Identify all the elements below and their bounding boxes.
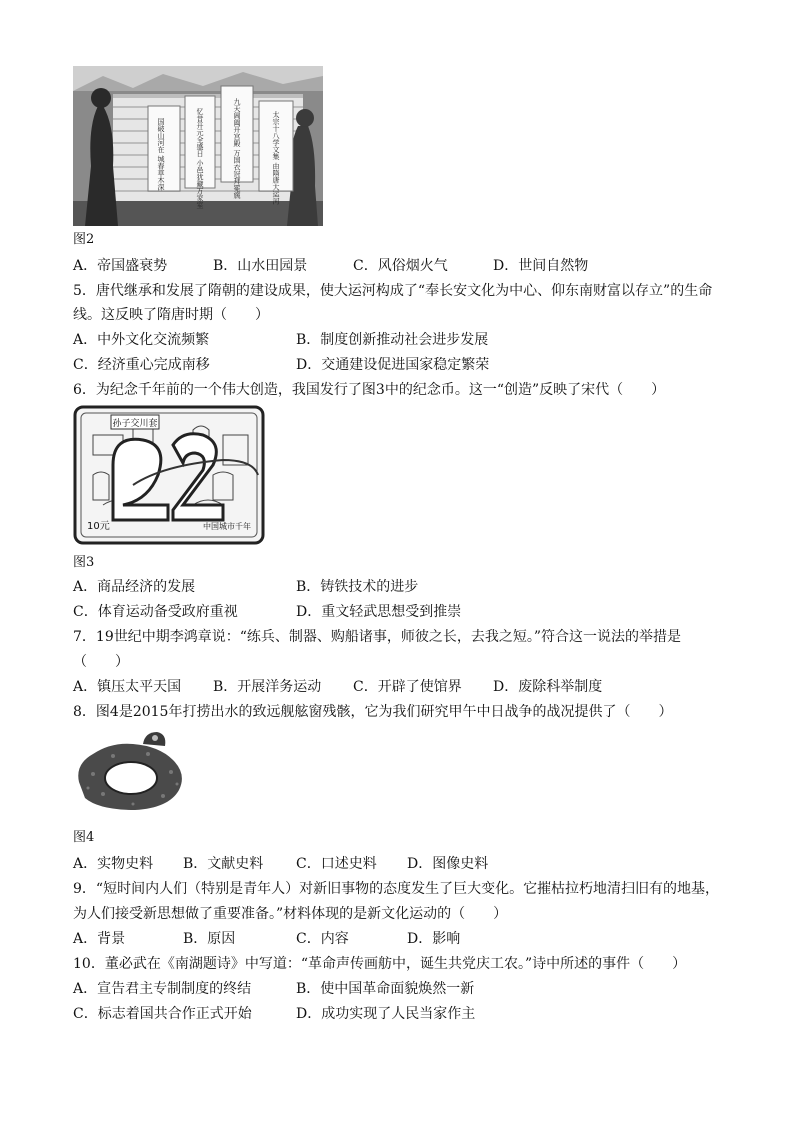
q6-option-c: C．体育运动备受政府重视 xyxy=(73,604,238,620)
q6-option-d: D．重文轻武思想受到推崇 xyxy=(296,604,462,620)
scroll2-text: 忆昔开元全盛日 小邑犹藏万家室 xyxy=(196,108,204,209)
figure2-photo xyxy=(73,66,323,226)
q8-option-c: C．口述史料 xyxy=(296,856,377,872)
q7-option-d: D．废除科举制度 xyxy=(493,679,603,695)
q7-stem-line2: （ ） xyxy=(73,654,129,670)
q9-option-b: B．原因 xyxy=(183,931,236,947)
q8-option-d: D．图像史料 xyxy=(407,856,489,872)
scroll4-text: 太宗十八学文集 由隋唐大运河 xyxy=(272,111,280,205)
q4-option-c: C．风俗烟火气 xyxy=(353,258,448,274)
q10-stem: 10．董必武在《南湖题诗》中写道：“革命声传画舫中，诞生共党庆工农。”诗中所述的事件（ ） xyxy=(73,956,687,972)
q6-stem: 6．为纪念千年前的一个伟大创造，我国发行了图3中的纪念币。这一“创造”反映了宋代（ ） xyxy=(73,382,666,398)
q9-option-a: A．背景 xyxy=(73,931,126,947)
q10-option-d: D．成功实现了人民当家作主 xyxy=(296,1006,476,1022)
q8-stem: 8．图4是2015年打捞出水的致远舰舷窗残骸，它为我们研究甲午中日战争的战况提供了（ ） xyxy=(73,704,673,720)
figure3-image xyxy=(73,405,265,545)
q5-stem-line1: 5．唐代继承和发展了隋朝的建设成果，使大运河构成了“奉长安文化为中心、仰东南财富以存立”的生命 xyxy=(73,283,713,299)
q7-option-b: B．开展洋务运动 xyxy=(213,679,322,695)
q5-option-d: D．交通建设促进国家稳定繁荣 xyxy=(296,357,490,373)
q9-option-d: D．影响 xyxy=(407,931,461,947)
scroll3-text: 九天阊阖开宫殿 万国衣冠拜冕旒 xyxy=(233,98,241,199)
figure2-caption: 图2 xyxy=(73,232,95,247)
coin-title-text: 中国城市千年 xyxy=(203,522,251,531)
q5-option-c: C．经济重心完成南移 xyxy=(73,357,210,373)
q5-option-a: A．中外文化交流频繁 xyxy=(73,332,210,348)
q10-option-c: C．标志着国共合作正式开始 xyxy=(73,1006,252,1022)
figure3-coin xyxy=(73,405,265,545)
q9-stem-line2: 为人们接受新思想做了重要准备。”材料体现的是新文化运动的（ ） xyxy=(73,906,508,922)
q6-option-a: A．商品经济的发展 xyxy=(73,579,196,595)
q10-option-a: A．宣告君主专制制度的终结 xyxy=(73,981,252,997)
figure2-image xyxy=(73,66,323,226)
q5-option-b: B．制度创新推动社会进步发展 xyxy=(296,332,489,348)
figure4-porthole xyxy=(73,724,191,816)
q7-option-a: A．镇压太平天国 xyxy=(73,679,182,695)
figure3-caption: 图3 xyxy=(73,555,95,570)
figure4-image xyxy=(73,724,191,816)
figure4-caption: 图4 xyxy=(73,830,95,845)
q8-option-a: A．实物史料 xyxy=(73,856,154,872)
q5-stem-line2: 线。这反映了隋唐时期（ ） xyxy=(73,307,269,323)
q4-option-b: B．山水田园景 xyxy=(213,258,308,274)
q8-option-b: B．文献史料 xyxy=(183,856,264,872)
q7-option-c: C．开辟了使馆界 xyxy=(353,679,462,695)
scroll1-text: 国破山河在 城春草木深 xyxy=(157,118,165,191)
q4-option-a: A．帝国盛衰势 xyxy=(73,258,168,274)
q6-option-b: B．铸铁技术的进步 xyxy=(296,579,419,595)
coin-value-text: 10元 xyxy=(87,521,110,532)
q10-option-b: B．使中国革命面貌焕然一新 xyxy=(296,981,475,997)
q7-stem-line1: 7．19世纪中期李鸿章说：“练兵、制器、购船诸事，师彼之长，去我之短。”符合这一说法的举措是 xyxy=(73,629,682,645)
q9-option-c: C．内容 xyxy=(296,931,349,947)
q9-stem-line1: 9．“短时间内人们（特别是青年人）对新旧事物的态度发生了巨大变化。它摧枯拉朽地清扫旧有的地基， xyxy=(73,881,720,897)
coin-label-text: 孙子交川套 xyxy=(112,419,158,429)
q4-option-d: D．世间自然物 xyxy=(493,258,589,274)
